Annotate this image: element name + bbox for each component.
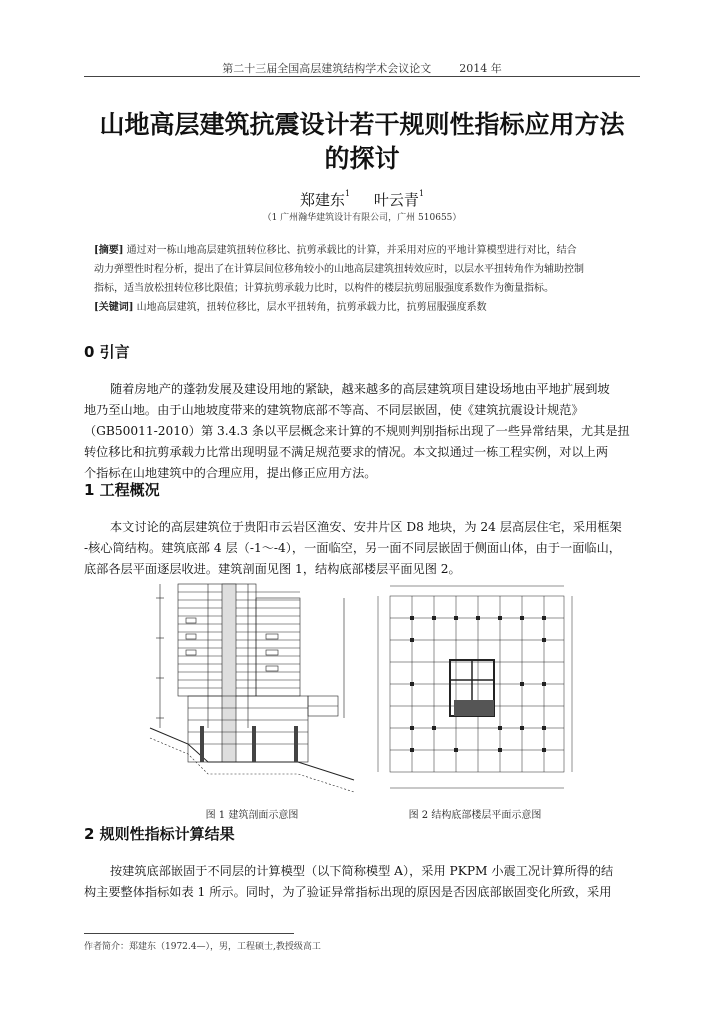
- author-affil-mark: 1: [418, 189, 425, 198]
- text-line: 本文讨论的高层建筑位于贵阳市云岩区渔安、安井片区 D8 地块，为 24 层高层住宅，采用框架: [110, 520, 622, 534]
- section-heading-results: 2 规则性指标计算结果: [84, 825, 235, 843]
- text-line: 随着房地产的蓬勃发展及建设用地的紧缺，越来越多的高层建筑项目建设场地由平地扩展到坡: [110, 382, 610, 396]
- section-heading-intro: 0 引言: [84, 343, 130, 361]
- text-line: 个指标在山地建筑中的合理应用，提出修正应用方法。: [84, 466, 377, 480]
- keywords-label: [关键词]: [94, 302, 134, 313]
- affiliation: （1 广州瀚华建筑设计有限公司，广州 510655）: [262, 213, 462, 223]
- section-heading-overview: 1 工程概况: [84, 481, 160, 499]
- figure-2-caption: 图 2 结构底部楼层平面示意图: [408, 810, 542, 821]
- text-line: -核心筒结构。建筑底部 4 层（-1～-4），一面临空，另一面不同层嵌固于侧面山体，由于一面临山，: [84, 541, 621, 555]
- text-line: 转位移比和抗剪承载力比常出现明显不满足规范要求的情况。本文拟通过一栋工程实例，对以上两: [84, 445, 609, 459]
- paper-title-line1: 山地高层建筑抗震设计若干规则性指标应用方法: [99, 110, 625, 139]
- text-line: 底部各层平面逐层收进。建筑剖面见图 1，结构底部楼层平面见图 2。: [84, 562, 461, 576]
- results-paragraph: [84, 861, 640, 903]
- text-line: 按建筑底部嵌固于不同层的计算模型（以下简称模型 A），采用 PKPM 小震工况计算所得的结: [110, 864, 614, 878]
- overview-paragraph: [84, 517, 640, 580]
- header-rule: [84, 76, 640, 77]
- text-line: 地乃至山地。由于山地坡度带来的建筑物底部不等高、不同层嵌固，使《建筑抗震设计规范》: [84, 403, 584, 417]
- text-line: （GB50011-2010）第 3.4.3 条以平层概念来计算的不规则判别指标出现了一些异常结果，尤其是扭: [84, 424, 630, 438]
- text-line: 构主要整体指标如表 1 所示。同时，为了验证异常指标出现的原因是否因底部嵌固变化所致，采用: [84, 885, 612, 899]
- abstract: [94, 241, 634, 317]
- abstract-label: [摘要]: [94, 245, 124, 256]
- header-year: 2014 年: [459, 62, 502, 75]
- footnote-rule: [84, 933, 294, 934]
- author-name: 叶云青: [373, 191, 419, 209]
- author-affil-mark: 1: [344, 189, 351, 198]
- running-header: [0, 60, 724, 76]
- figure-1-caption: 图 1 建筑剖面示意图: [205, 810, 299, 821]
- header-title: 第二十三届全国高层建筑结构学术会议论文: [222, 62, 432, 75]
- author-name: 郑建东: [299, 191, 345, 209]
- abstract-line: 动力弹塑性时程分析，提出了在计算层间位移角较小的山地高层建筑扭转效应时，以层水平扭转角作为辅助控制: [94, 264, 584, 275]
- paper-title-line2: 的探讨: [324, 144, 400, 173]
- intro-paragraph: [84, 379, 640, 484]
- abstract-line: 通过对一栋山地高层建筑扭转位移比、抗剪承载比的计算，并采用对应的平地计算模型进行对比，结合: [126, 245, 577, 256]
- authors: [0, 189, 724, 210]
- author-footnote: 作者简介：郑建东（1972.4—），男，工程硕士,教授级高工: [84, 942, 321, 952]
- abstract-line: 指标，适当放松扭转位移比限值；计算抗剪承载力比时，以构件的楼层抗剪屈服强度系数作为衡量指标。: [94, 283, 554, 294]
- keywords-text: 山地高层建筑，扭转位移比，层水平扭转角，抗剪承载力比，抗剪屈服强度系数: [136, 302, 487, 313]
- floor-plan-figure: [374, 580, 576, 800]
- building-section-figure: [148, 578, 356, 800]
